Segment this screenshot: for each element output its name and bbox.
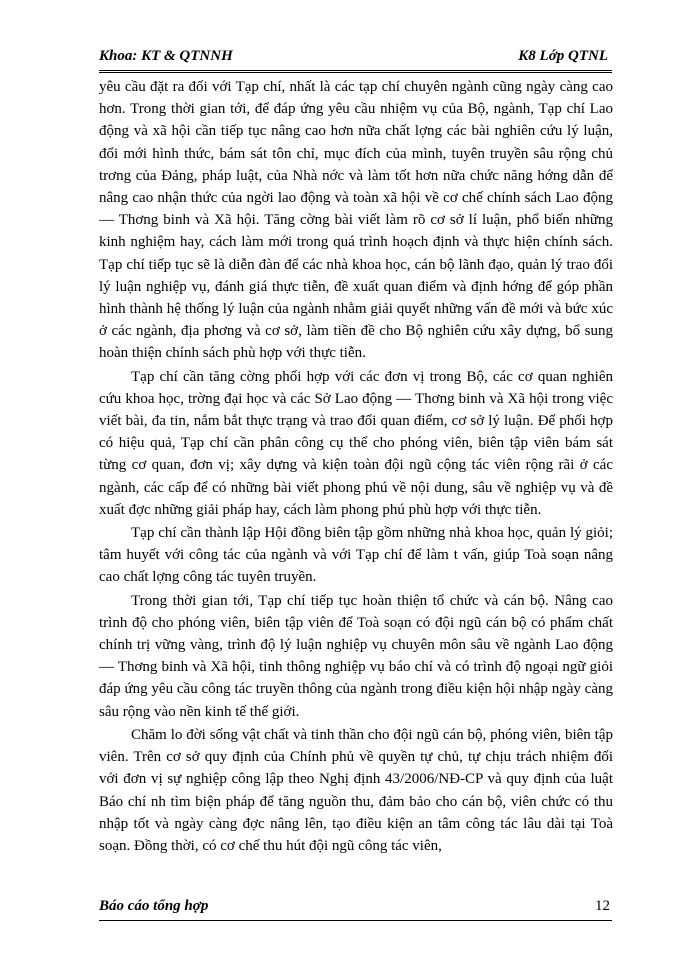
page-number: 12 bbox=[595, 898, 610, 914]
paragraph: Tạp chí cần tăng cờng phối hợp với các đơn vị trong Bộ, các cơ quan nghiên cứu khoa học, trờng đại học và các Sở Lao động — Thơng binh và Xã hội trong việc viết bài, đa tin, nắm bắt thực trạng và trao đổi quan điểm, cơ sở lý luận. Để phối hợp có hiệu quả, Tạp chí cần phân công cụ thể cho phóng viên, biên tập viên bám sát từng cơ quan, đơn vị; xây dựng và kiện toàn đội ngũ cộng tác viên rộng rãi ở các ngành, các cấp để có những bài viết phong phú về nội dung, sâu về nghiệp vụ và đề xuất đợc những giải pháp hay, cách làm phong phú phù hợp với thực tiễn. bbox=[99, 368, 613, 518]
body-text bbox=[99, 76, 613, 857]
page-header bbox=[99, 46, 612, 73]
header-faculty: Khoa: KT & QTNNH bbox=[99, 48, 233, 64]
header-class: K8 Lớp QTNL bbox=[518, 48, 608, 64]
footer-title: Báo cáo tổng hợp bbox=[99, 898, 209, 914]
paragraph: yêu cầu đặt ra đối với Tạp chí, nhất là các tạp chí chuyên ngành cũng ngày càng cao hơn. Trong thời gian tới, để đáp ứng yêu cầu nhiệm vụ của Bộ, ngành, Tạp chí Lao động và xã hội cần tiếp tục nâng cao hơn nữa chất lợng các bài nghiên cứu lý luận, đổi mới hình thức, bám sát tôn chỉ, mục đích của mình, tuyên truyền sâu rộng chủ trơng của Đảng, pháp luật, của Nhà nớc và làm tốt hơn nữa chức năng hớng dẫn để nâng cao nhận thức của ngời lao động và toàn xã hội về cơ chế chính sách Lao động — Thơng binh và Xã hội. Tăng cờng bài viết làm rõ cơ sở lí luận, phổ biến những kinh nghiệm hay, cách làm mới trong quá trình hoạch định và thực hiện chính sách. Tạp chí tiếp tục sẽ là diễn đàn để các nhà khoa học, cán bộ lãnh đạo, quản lý trao đổi lý luận nghiệp vụ, đánh giá thực tiễn, đề xuất quan điểm và định hớng để góp phần hình thành hệ thống lý luận của ngành nhằm giải quyết những vấn đề mới và bức xúc ở các ngành, địa phơng và cơ sở, làm tiền đề cho Bộ nghiên cứu xây dựng, bổ sung hoàn thiện chính sách phù hợp với thực tiễn. bbox=[99, 79, 613, 362]
paragraph: Chăm lo đời sống vật chất và tinh thần cho đội ngũ cán bộ, phóng viên, biên tập viên. Trên cơ sở quy định của Chính phủ về quyền tự chủ, tự chịu trách nhiệm đối với đơn vị sự nghiệp công lập theo Nghị định 43/2006/NĐ-CP và quy định của luật Báo chí nh tìm biện pháp để tăng nguồn thu, đảm bảo cho cán bộ, viên chức có thu nhập tốt và ngày càng đợc nâng lên, tạo điều kiện an tâm công tác lâu dài tại Toà soạn. Đồng thời, có cơ chế thu hút đội ngũ công tác viên, bbox=[99, 726, 613, 854]
paragraph: Trong thời gian tới, Tạp chí tiếp tục hoàn thiện tổ chức và cán bộ. Nâng cao trình độ cho phóng viên, biên tập viên để Toà soạn có đội ngũ cán bộ có phẩm chất chính trị vững vàng, trình độ lý luận nghiệp vụ chuyên môn sâu về ngành Lao động — Thơng binh và Xã hội, tinh thông nghiệp vụ báo chí và có trình độ ngoại ngữ giỏi đáp ứng yêu cầu công tác truyền thông của ngành trong điều kiện hội nhập ngày càng sâu rộng vào nền kinh tế thế giới. bbox=[99, 592, 613, 720]
paragraph: Tạp chí cần thành lập Hội đồng biên tập gồm những nhà khoa học, quản lý giỏi; tâm huyết với công tác của ngành và với Tạp chí để làm t vấn, giúp Toà soạn nâng cao chất lợng công tác tuyên truyền. bbox=[99, 525, 613, 586]
page-footer bbox=[99, 898, 612, 921]
